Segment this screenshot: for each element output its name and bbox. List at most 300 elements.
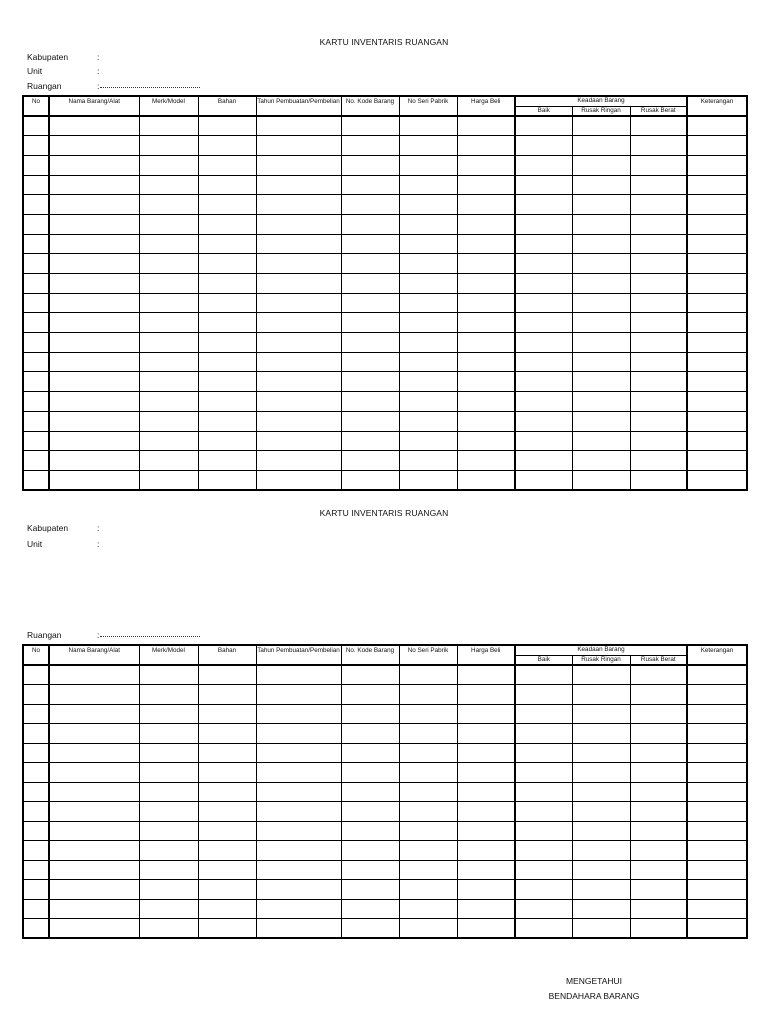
table-cell[interactable] <box>572 919 630 939</box>
table-cell[interactable] <box>572 821 630 841</box>
table-cell[interactable] <box>515 880 572 900</box>
table-cell[interactable] <box>687 333 747 353</box>
table-cell[interactable] <box>139 155 198 175</box>
table-cell[interactable] <box>457 313 515 333</box>
table-cell[interactable] <box>630 214 687 234</box>
table-cell[interactable] <box>630 333 687 353</box>
table-cell[interactable] <box>256 802 341 822</box>
table-cell[interactable] <box>515 372 572 392</box>
table-cell[interactable] <box>139 860 198 880</box>
table-cell[interactable] <box>457 470 515 490</box>
table-cell[interactable] <box>399 372 457 392</box>
table-cell[interactable] <box>515 821 572 841</box>
table-cell[interactable] <box>23 155 49 175</box>
table-cell[interactable] <box>572 175 630 195</box>
table-cell[interactable] <box>687 743 747 763</box>
table-cell[interactable] <box>687 451 747 471</box>
table-cell[interactable] <box>341 431 399 451</box>
table-cell[interactable] <box>256 136 341 156</box>
table-cell[interactable] <box>139 293 198 313</box>
table-cell[interactable] <box>139 234 198 254</box>
table-cell[interactable] <box>49 274 139 294</box>
table-cell[interactable] <box>341 841 399 861</box>
table-cell[interactable] <box>341 763 399 783</box>
table-cell[interactable] <box>198 763 256 783</box>
table-cell[interactable] <box>457 372 515 392</box>
table-cell[interactable] <box>256 254 341 274</box>
table-cell[interactable] <box>198 274 256 294</box>
table-cell[interactable] <box>256 333 341 353</box>
table-cell[interactable] <box>49 919 139 939</box>
table-cell[interactable] <box>515 919 572 939</box>
table-cell[interactable] <box>399 704 457 724</box>
table-cell[interactable] <box>630 116 687 136</box>
table-cell[interactable] <box>49 451 139 471</box>
table-cell[interactable] <box>341 155 399 175</box>
table-cell[interactable] <box>49 136 139 156</box>
table-cell[interactable] <box>399 411 457 431</box>
table-cell[interactable] <box>256 431 341 451</box>
table-cell[interactable] <box>399 841 457 861</box>
table-cell[interactable] <box>399 333 457 353</box>
table-cell[interactable] <box>687 313 747 333</box>
table-cell[interactable] <box>515 274 572 294</box>
table-cell[interactable] <box>572 155 630 175</box>
table-cell[interactable] <box>630 704 687 724</box>
table-cell[interactable] <box>687 802 747 822</box>
table-cell[interactable] <box>23 392 49 412</box>
table-cell[interactable] <box>399 116 457 136</box>
table-cell[interactable] <box>572 665 630 685</box>
table-cell[interactable] <box>687 372 747 392</box>
table-cell[interactable] <box>572 214 630 234</box>
table-cell[interactable] <box>49 411 139 431</box>
table-cell[interactable] <box>572 372 630 392</box>
table-cell[interactable] <box>399 274 457 294</box>
table-cell[interactable] <box>457 411 515 431</box>
table-cell[interactable] <box>572 313 630 333</box>
table-cell[interactable] <box>23 899 49 919</box>
table-cell[interactable] <box>23 333 49 353</box>
table-cell[interactable] <box>572 802 630 822</box>
table-cell[interactable] <box>139 802 198 822</box>
table-cell[interactable] <box>630 841 687 861</box>
table-cell[interactable] <box>687 175 747 195</box>
table-cell[interactable] <box>687 254 747 274</box>
table-cell[interactable] <box>515 899 572 919</box>
table-cell[interactable] <box>341 802 399 822</box>
table-cell[interactable] <box>198 155 256 175</box>
table-cell[interactable] <box>630 724 687 744</box>
table-cell[interactable] <box>341 214 399 234</box>
table-cell[interactable] <box>139 704 198 724</box>
table-cell[interactable] <box>23 214 49 234</box>
table-cell[interactable] <box>139 470 198 490</box>
table-cell[interactable] <box>630 919 687 939</box>
table-cell[interactable] <box>49 860 139 880</box>
table-cell[interactable] <box>49 841 139 861</box>
table-cell[interactable] <box>49 254 139 274</box>
table-cell[interactable] <box>341 451 399 471</box>
table-cell[interactable] <box>49 880 139 900</box>
table-cell[interactable] <box>23 431 49 451</box>
table-cell[interactable] <box>23 274 49 294</box>
table-cell[interactable] <box>515 116 572 136</box>
table-cell[interactable] <box>139 821 198 841</box>
table-cell[interactable] <box>515 411 572 431</box>
table-cell[interactable] <box>687 685 747 705</box>
table-cell[interactable] <box>23 116 49 136</box>
table-cell[interactable] <box>256 234 341 254</box>
table-cell[interactable] <box>198 685 256 705</box>
table-cell[interactable] <box>256 841 341 861</box>
table-cell[interactable] <box>139 352 198 372</box>
table-cell[interactable] <box>256 782 341 802</box>
table-cell[interactable] <box>23 821 49 841</box>
table-cell[interactable] <box>256 880 341 900</box>
table-cell[interactable] <box>198 195 256 215</box>
table-cell[interactable] <box>457 175 515 195</box>
table-cell[interactable] <box>198 802 256 822</box>
table-cell[interactable] <box>457 802 515 822</box>
table-cell[interactable] <box>515 195 572 215</box>
table-cell[interactable] <box>341 392 399 412</box>
table-cell[interactable] <box>515 136 572 156</box>
table-cell[interactable] <box>687 821 747 841</box>
table-cell[interactable] <box>198 743 256 763</box>
table-cell[interactable] <box>630 451 687 471</box>
table-cell[interactable] <box>341 470 399 490</box>
table-cell[interactable] <box>198 234 256 254</box>
table-cell[interactable] <box>457 274 515 294</box>
table-cell[interactable] <box>687 411 747 431</box>
table-cell[interactable] <box>630 392 687 412</box>
table-cell[interactable] <box>630 372 687 392</box>
table-cell[interactable] <box>198 313 256 333</box>
table-cell[interactable] <box>49 821 139 841</box>
table-cell[interactable] <box>457 293 515 313</box>
table-cell[interactable] <box>399 392 457 412</box>
table-cell[interactable] <box>49 802 139 822</box>
table-cell[interactable] <box>23 919 49 939</box>
table-cell[interactable] <box>139 195 198 215</box>
table-cell[interactable] <box>256 919 341 939</box>
table-cell[interactable] <box>49 234 139 254</box>
table-cell[interactable] <box>515 860 572 880</box>
table-cell[interactable] <box>49 899 139 919</box>
table-cell[interactable] <box>49 155 139 175</box>
table-cell[interactable] <box>457 919 515 939</box>
table-cell[interactable] <box>198 470 256 490</box>
table-cell[interactable] <box>457 155 515 175</box>
table-cell[interactable] <box>630 352 687 372</box>
table-cell[interactable] <box>630 254 687 274</box>
table-cell[interactable] <box>515 214 572 234</box>
table-cell[interactable] <box>23 254 49 274</box>
table-cell[interactable] <box>515 431 572 451</box>
table-cell[interactable] <box>341 919 399 939</box>
table-cell[interactable] <box>630 234 687 254</box>
table-cell[interactable] <box>341 333 399 353</box>
table-cell[interactable] <box>49 372 139 392</box>
table-cell[interactable] <box>23 724 49 744</box>
table-cell[interactable] <box>457 880 515 900</box>
table-cell[interactable] <box>457 821 515 841</box>
table-cell[interactable] <box>23 860 49 880</box>
table-cell[interactable] <box>198 841 256 861</box>
table-cell[interactable] <box>23 470 49 490</box>
table-cell[interactable] <box>515 234 572 254</box>
table-cell[interactable] <box>341 136 399 156</box>
table-cell[interactable] <box>341 175 399 195</box>
table-cell[interactable] <box>457 352 515 372</box>
table-cell[interactable] <box>198 392 256 412</box>
table-cell[interactable] <box>687 470 747 490</box>
table-cell[interactable] <box>399 802 457 822</box>
table-cell[interactable] <box>23 841 49 861</box>
table-cell[interactable] <box>341 665 399 685</box>
table-cell[interactable] <box>399 195 457 215</box>
table-cell[interactable] <box>256 860 341 880</box>
table-cell[interactable] <box>341 411 399 431</box>
table-cell[interactable] <box>198 782 256 802</box>
table-cell[interactable] <box>572 274 630 294</box>
table-cell[interactable] <box>139 763 198 783</box>
table-cell[interactable] <box>399 293 457 313</box>
table-cell[interactable] <box>687 919 747 939</box>
table-cell[interactable] <box>139 431 198 451</box>
table-cell[interactable] <box>399 431 457 451</box>
table-cell[interactable] <box>457 234 515 254</box>
table-cell[interactable] <box>23 372 49 392</box>
table-cell[interactable] <box>687 665 747 685</box>
table-cell[interactable] <box>630 195 687 215</box>
table-cell[interactable] <box>341 724 399 744</box>
table-cell[interactable] <box>572 333 630 353</box>
table-cell[interactable] <box>256 372 341 392</box>
table-cell[interactable] <box>23 175 49 195</box>
table-cell[interactable] <box>49 116 139 136</box>
table-cell[interactable] <box>630 782 687 802</box>
table-cell[interactable] <box>457 195 515 215</box>
table-cell[interactable] <box>49 470 139 490</box>
table-cell[interactable] <box>399 724 457 744</box>
table-cell[interactable] <box>457 685 515 705</box>
table-cell[interactable] <box>572 704 630 724</box>
table-cell[interactable] <box>515 392 572 412</box>
table-cell[interactable] <box>399 352 457 372</box>
table-cell[interactable] <box>198 919 256 939</box>
table-cell[interactable] <box>399 899 457 919</box>
table-cell[interactable] <box>198 899 256 919</box>
table-cell[interactable] <box>23 411 49 431</box>
table-cell[interactable] <box>572 763 630 783</box>
table-cell[interactable] <box>399 880 457 900</box>
table-cell[interactable] <box>515 155 572 175</box>
table-cell[interactable] <box>256 195 341 215</box>
table-cell[interactable] <box>139 392 198 412</box>
table-cell[interactable] <box>198 431 256 451</box>
table-cell[interactable] <box>457 841 515 861</box>
table-cell[interactable] <box>198 724 256 744</box>
table-cell[interactable] <box>457 860 515 880</box>
table-cell[interactable] <box>139 116 198 136</box>
table-cell[interactable] <box>630 175 687 195</box>
table-cell[interactable] <box>341 313 399 333</box>
table-cell[interactable] <box>139 214 198 234</box>
table-cell[interactable] <box>23 234 49 254</box>
table-cell[interactable] <box>256 392 341 412</box>
table-cell[interactable] <box>572 899 630 919</box>
table-cell[interactable] <box>572 411 630 431</box>
table-cell[interactable] <box>341 860 399 880</box>
table-cell[interactable] <box>457 451 515 471</box>
table-cell[interactable] <box>399 919 457 939</box>
table-cell[interactable] <box>198 136 256 156</box>
table-cell[interactable] <box>198 293 256 313</box>
table-cell[interactable] <box>256 411 341 431</box>
table-cell[interactable] <box>572 685 630 705</box>
table-cell[interactable] <box>49 431 139 451</box>
table-cell[interactable] <box>399 451 457 471</box>
table-cell[interactable] <box>515 763 572 783</box>
table-cell[interactable] <box>515 665 572 685</box>
table-cell[interactable] <box>572 782 630 802</box>
table-cell[interactable] <box>687 899 747 919</box>
table-cell[interactable] <box>256 352 341 372</box>
table-cell[interactable] <box>49 665 139 685</box>
table-cell[interactable] <box>399 665 457 685</box>
table-cell[interactable] <box>515 451 572 471</box>
table-cell[interactable] <box>399 860 457 880</box>
table-cell[interactable] <box>49 313 139 333</box>
table-cell[interactable] <box>572 254 630 274</box>
table-cell[interactable] <box>572 743 630 763</box>
table-cell[interactable] <box>630 880 687 900</box>
table-cell[interactable] <box>256 470 341 490</box>
table-cell[interactable] <box>341 293 399 313</box>
table-cell[interactable] <box>457 724 515 744</box>
table-cell[interactable] <box>23 195 49 215</box>
table-cell[interactable] <box>139 451 198 471</box>
table-cell[interactable] <box>341 685 399 705</box>
table-cell[interactable] <box>687 274 747 294</box>
table-cell[interactable] <box>457 763 515 783</box>
table-cell[interactable] <box>198 821 256 841</box>
table-cell[interactable] <box>23 704 49 724</box>
table-cell[interactable] <box>23 352 49 372</box>
table-cell[interactable] <box>256 116 341 136</box>
table-cell[interactable] <box>256 665 341 685</box>
table-cell[interactable] <box>49 743 139 763</box>
table-cell[interactable] <box>399 821 457 841</box>
table-cell[interactable] <box>630 136 687 156</box>
table-cell[interactable] <box>572 880 630 900</box>
table-cell[interactable] <box>687 352 747 372</box>
table-cell[interactable] <box>341 352 399 372</box>
table-cell[interactable] <box>23 313 49 333</box>
table-cell[interactable] <box>198 665 256 685</box>
table-cell[interactable] <box>49 333 139 353</box>
table-cell[interactable] <box>139 685 198 705</box>
table-cell[interactable] <box>630 821 687 841</box>
table-cell[interactable] <box>457 899 515 919</box>
table-cell[interactable] <box>341 704 399 724</box>
table-cell[interactable] <box>399 175 457 195</box>
table-cell[interactable] <box>687 293 747 313</box>
table-cell[interactable] <box>341 116 399 136</box>
table-cell[interactable] <box>630 860 687 880</box>
table-cell[interactable] <box>256 704 341 724</box>
table-cell[interactable] <box>687 860 747 880</box>
table-cell[interactable] <box>572 352 630 372</box>
table-cell[interactable] <box>515 352 572 372</box>
table-cell[interactable] <box>23 293 49 313</box>
table-cell[interactable] <box>687 431 747 451</box>
table-cell[interactable] <box>572 392 630 412</box>
table-cell[interactable] <box>457 782 515 802</box>
table-cell[interactable] <box>23 685 49 705</box>
table-cell[interactable] <box>572 293 630 313</box>
table-cell[interactable] <box>630 899 687 919</box>
table-cell[interactable] <box>515 841 572 861</box>
table-cell[interactable] <box>49 704 139 724</box>
table-cell[interactable] <box>687 116 747 136</box>
table-cell[interactable] <box>687 214 747 234</box>
table-cell[interactable] <box>630 293 687 313</box>
table-cell[interactable] <box>515 175 572 195</box>
table-cell[interactable] <box>457 116 515 136</box>
table-cell[interactable] <box>49 293 139 313</box>
table-cell[interactable] <box>515 743 572 763</box>
table-cell[interactable] <box>139 782 198 802</box>
table-cell[interactable] <box>341 254 399 274</box>
table-cell[interactable] <box>399 234 457 254</box>
table-cell[interactable] <box>457 704 515 724</box>
table-cell[interactable] <box>515 333 572 353</box>
table-cell[interactable] <box>256 313 341 333</box>
table-cell[interactable] <box>256 155 341 175</box>
table-cell[interactable] <box>341 234 399 254</box>
table-cell[interactable] <box>23 451 49 471</box>
table-cell[interactable] <box>572 470 630 490</box>
table-cell[interactable] <box>341 195 399 215</box>
table-cell[interactable] <box>198 451 256 471</box>
table-cell[interactable] <box>515 782 572 802</box>
table-cell[interactable] <box>630 685 687 705</box>
table-cell[interactable] <box>139 175 198 195</box>
table-cell[interactable] <box>139 665 198 685</box>
table-cell[interactable] <box>49 724 139 744</box>
table-cell[interactable] <box>139 372 198 392</box>
table-cell[interactable] <box>457 136 515 156</box>
table-cell[interactable] <box>198 411 256 431</box>
table-cell[interactable] <box>457 254 515 274</box>
table-cell[interactable] <box>457 431 515 451</box>
table-cell[interactable] <box>49 352 139 372</box>
table-cell[interactable] <box>256 743 341 763</box>
table-cell[interactable] <box>198 254 256 274</box>
table-cell[interactable] <box>23 782 49 802</box>
table-cell[interactable] <box>198 175 256 195</box>
table-cell[interactable] <box>341 880 399 900</box>
table-cell[interactable] <box>139 743 198 763</box>
table-cell[interactable] <box>572 234 630 254</box>
table-cell[interactable] <box>49 763 139 783</box>
table-cell[interactable] <box>399 313 457 333</box>
table-cell[interactable] <box>399 136 457 156</box>
table-cell[interactable] <box>256 274 341 294</box>
